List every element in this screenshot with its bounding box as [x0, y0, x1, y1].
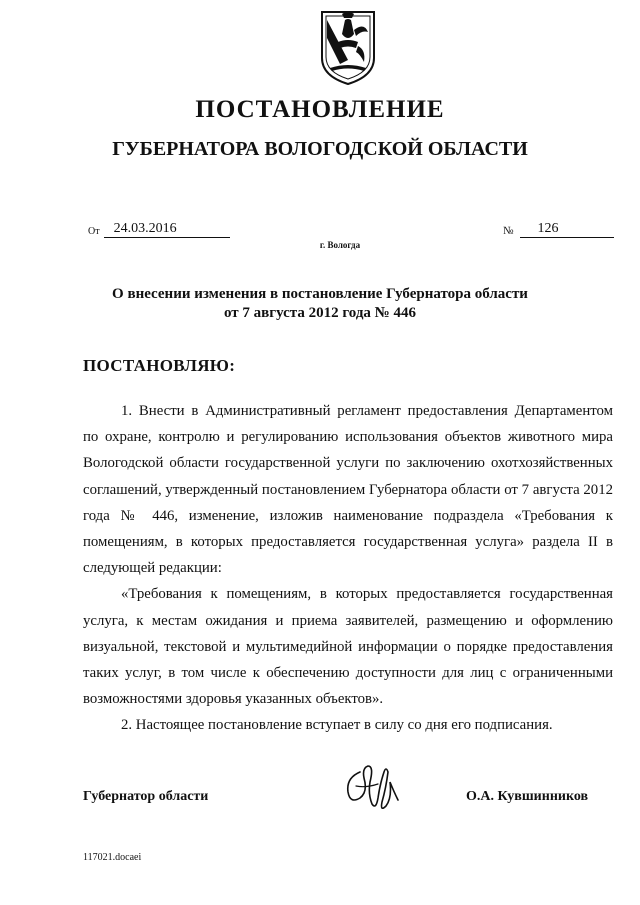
document-title: ПОСТАНОВЛЕНИЕ [195, 96, 445, 123]
document-subject [0, 285, 640, 323]
date-value: 24.03.2016 [104, 221, 230, 238]
number-value: 126 [520, 221, 614, 238]
coat-of-arms-emblem [318, 8, 378, 86]
paragraph-3: 2. Настоящее постановление вступает в силу со дня его подписания. [121, 717, 553, 734]
date-prefix: От [88, 226, 100, 237]
number-field [503, 221, 614, 238]
subject-line-2: от 7 августа 2012 года № 446 [224, 305, 416, 321]
handwritten-signature [338, 758, 408, 818]
file-code: 117021.docaei [83, 852, 142, 863]
paragraph-2: «Требования к помещениям, в которых предоставляется государственная услуга, к местам ожидания и приема заявителей, размещению и оформлению визуальной, текстовой и мультимедийной информации о порядке предоставления таких услуг, в том числе к обеспечению доступности для лиц с ограниченными возможностями здоровья указанных объектов». [83, 586, 613, 708]
signer-name: О.А. Кувшинников [466, 789, 589, 804]
signer-position: Губернатор области [83, 789, 209, 804]
subject-line-1: О внесении изменения в постановление Губернатора области [112, 286, 528, 302]
decree-heading: ПОСТАНОВЛЯЮ: [83, 356, 236, 375]
city-label: г. Вологда [319, 240, 361, 250]
paragraph-1: 1. Внести в Административный регламент предоставления Департаментом по охране, контролю и регулированию использования объектов животного мира Вологодской области государственной услуги по заключению охотхозяйственных соглашений, утвержденный постановлением Губернатора области от 7 августа 2012 года № 446, изменение, изложив наименование подраздела «Требования к помещениям, в которых предоставляется государственная услуга» раздела II в следующей редакции: [83, 403, 613, 577]
number-prefix: № [503, 225, 514, 237]
document-issuer: ГУБЕРНАТОРА ВОЛОГОДСКОЙ ОБЛАСТИ [112, 138, 528, 160]
document-body [83, 398, 613, 739]
date-field [88, 221, 230, 238]
